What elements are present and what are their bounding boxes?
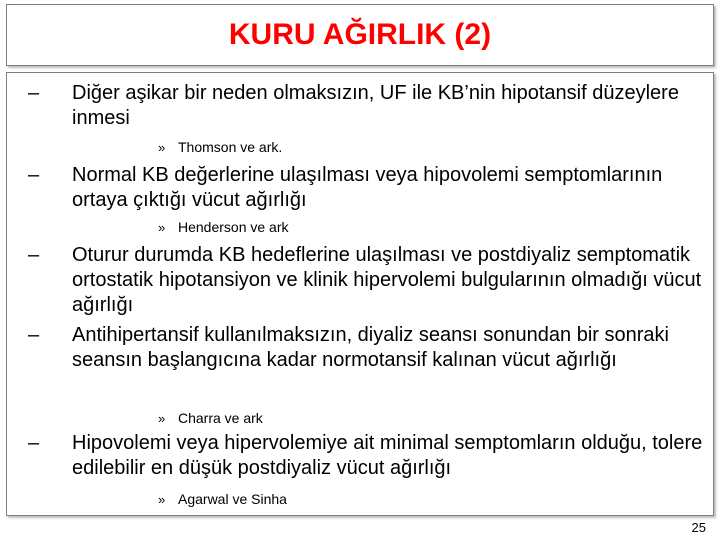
reference-text: Thomson ve ark. (178, 139, 283, 155)
bullet-text: Hipovolemi veya hipervolemiye ait minimal semptomların olduğu, tolere edilebilir en düşük postdiyaliz vücut ağırlığı (72, 432, 703, 479)
bullet-item-2 (28, 163, 708, 213)
bullet-item-5 (28, 431, 708, 481)
content-box (6, 72, 714, 516)
bullet-text: Diğer aşikar bir neden olmaksızın, UF ile KB’nin hipotansif düzeylere inmesi (72, 82, 679, 129)
bullet-item-3 (28, 243, 708, 318)
reference-item-4 (158, 491, 287, 508)
reference-text: Agarwal ve Sinha (178, 491, 287, 507)
chevron-icon: » (158, 220, 166, 235)
bullet-dash: – (28, 324, 40, 346)
bullet-item-4 (28, 323, 708, 373)
reference-text: Charra ve ark (178, 410, 263, 426)
bullet-text: Normal KB değerlerine ulaşılması veya hipovolemi semptomlarının ortaya çıktığı vücut ağırlığı (72, 164, 663, 211)
bullet-text: Antihipertansif kullanılmaksızın, diyaliz seansı sonundan bir sonraki seansın başlangıcına kadar normotansif kalınan vücut ağırlığı (72, 324, 669, 371)
title-box (6, 4, 714, 66)
slide-title: KURU AĞIRLIK (2) (228, 18, 492, 51)
chevron-icon: » (158, 492, 166, 507)
bullet-dash: – (28, 244, 40, 266)
page-number: 25 (691, 520, 706, 535)
bullet-dash: – (28, 82, 40, 104)
reference-item-2 (158, 219, 289, 236)
bullet-text: Oturur durumda KB hedeflerine ulaşılması ve postdiyaliz semptomatik ortostatik hipotansiyon ve klinik hipervolemi bulgularının olmadığı vücut ağırlığı (72, 244, 702, 316)
reference-item-1 (158, 139, 282, 156)
reference-text: Henderson ve ark (178, 219, 289, 235)
bullet-dash: – (28, 164, 40, 186)
reference-item-3 (158, 410, 263, 427)
chevron-icon: » (158, 411, 166, 426)
bullet-dash: – (28, 432, 40, 454)
chevron-icon: » (158, 140, 166, 155)
bullet-item-1 (28, 81, 708, 131)
